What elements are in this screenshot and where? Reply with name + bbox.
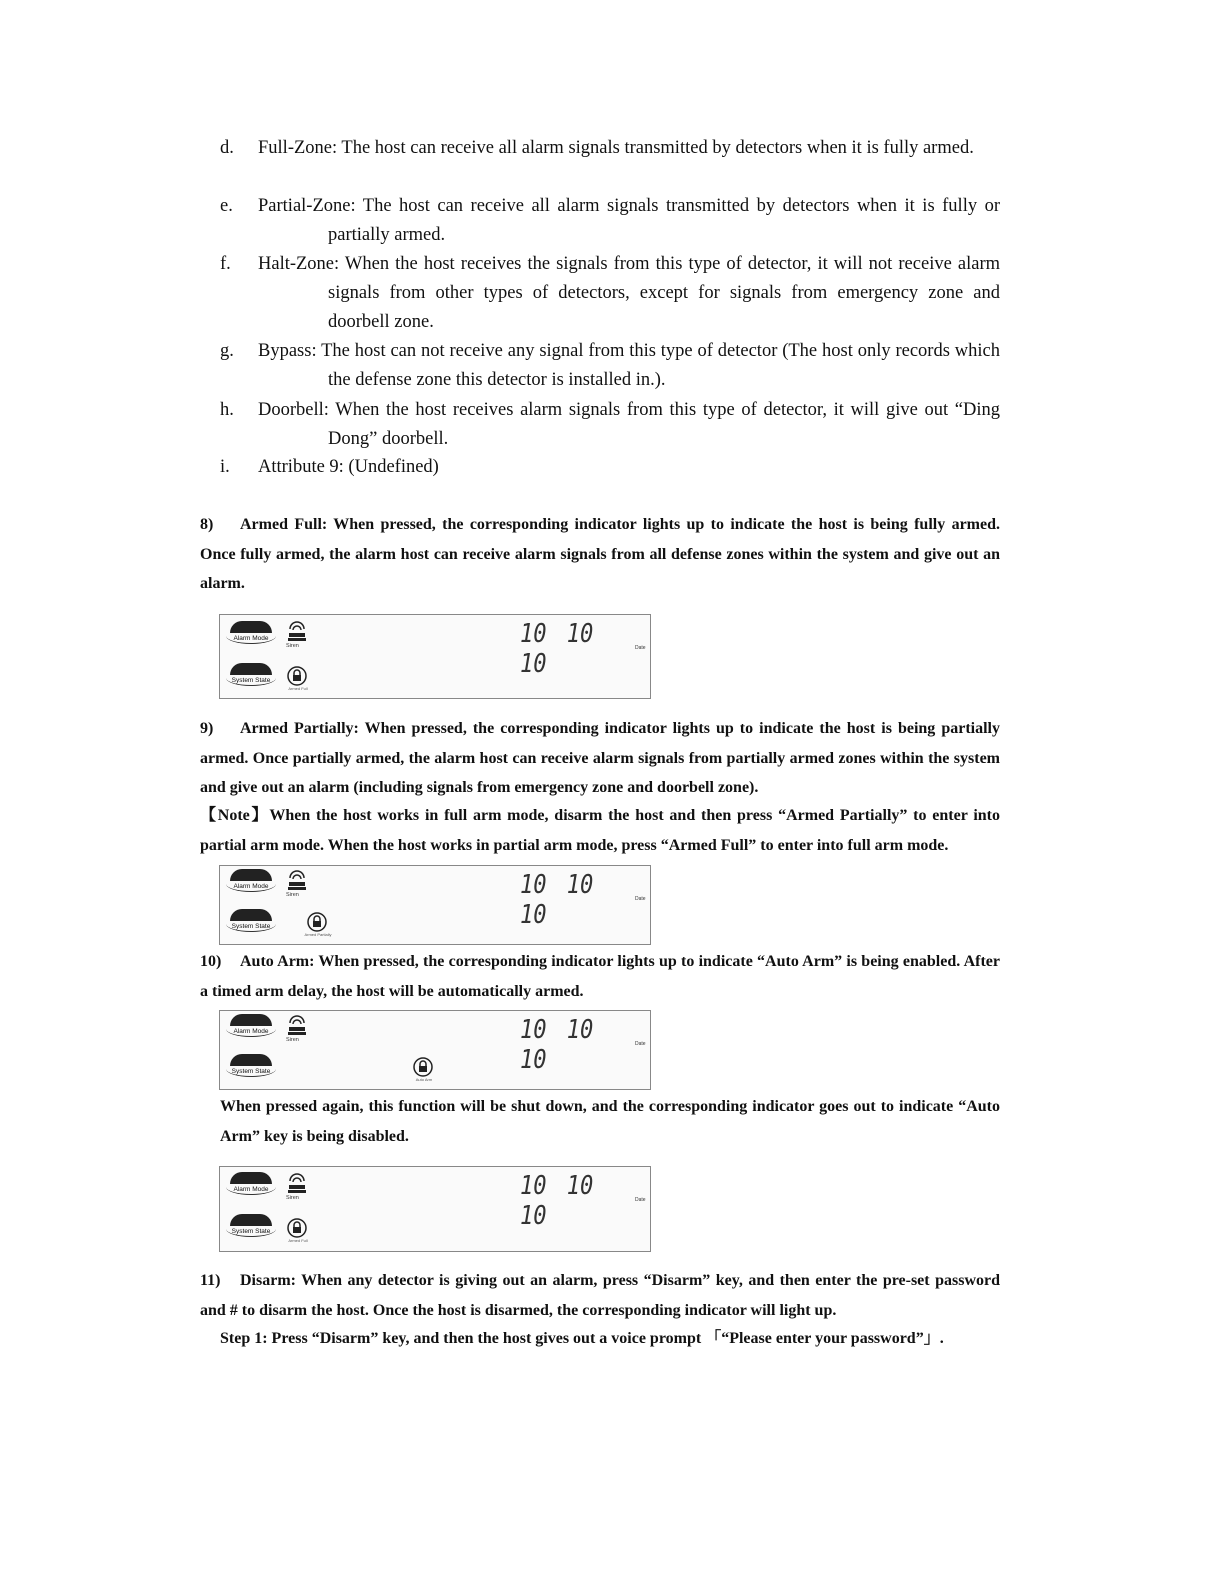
date-label: Date bbox=[635, 1041, 646, 1047]
list-text: Bypass: The host can not receive any signal from this type of detector (The host only records which the defense zone this detector is installed in.). bbox=[258, 341, 1000, 390]
section-number: 10) bbox=[200, 953, 222, 970]
list-item-attribute-9 bbox=[220, 453, 1000, 482]
alarm-mode-button: Alarm Mode bbox=[226, 869, 276, 899]
auto-arm-off-paragraph: When pressed again, this function will be shut down, and the corresponding indicator goes out to indicate “Auto Arm” key is being disabled. bbox=[220, 1098, 1000, 1145]
note-paragraph: 【Note】When the host works in full arm mode, disarm the host and then press “Armed Partially” to enter into partial arm mode. When the host works in partial arm mode, press “Armed Full” to enter into full arm mode. bbox=[200, 807, 1000, 854]
lock-icon: Armed Partially bbox=[306, 911, 330, 939]
system-state-button: System State bbox=[226, 663, 276, 693]
time-display: 10 10 10 bbox=[520, 1171, 594, 1231]
alarm-mode-button: Alarm Mode bbox=[226, 1172, 276, 1202]
lock-icon: Auto Arm bbox=[412, 1056, 436, 1084]
section-number: 9) bbox=[200, 720, 214, 737]
system-state-button: System State bbox=[226, 909, 276, 939]
section-number: 11) bbox=[200, 1272, 221, 1289]
lcd-panel-armed-partially bbox=[219, 865, 651, 945]
section-text: Armed Partially: When pressed, the corresponding indicator lights up to indicate the host is being partially armed. Once partially armed, the alarm host can receive alarm signals from partially armed zones within the system and give out an alarm (including signals from emergency zone and doorbell zone). bbox=[200, 720, 1000, 796]
section-auto-arm bbox=[200, 947, 1000, 1006]
list-marker: e. bbox=[220, 196, 233, 216]
siren-icon: Siren bbox=[286, 621, 308, 651]
time-display: 10 10 10 bbox=[520, 1015, 594, 1075]
system-state-button: System State bbox=[226, 1214, 276, 1244]
list-marker: g. bbox=[220, 341, 234, 361]
siren-icon: Siren bbox=[286, 1015, 308, 1045]
list-item-doorbell bbox=[220, 396, 1000, 454]
step-1: Step 1: Press “Disarm” key, and then the host gives out a voice prompt 「“Please enter your password”」. bbox=[220, 1330, 944, 1347]
lcd-panel-auto-arm-off bbox=[219, 1166, 651, 1252]
system-state-button: System State bbox=[226, 1054, 276, 1084]
section-armed-partially bbox=[200, 714, 1000, 803]
time-display: 10 10 10 bbox=[520, 619, 594, 679]
list-text: Partial-Zone: The host can receive all alarm signals transmitted by detectors when it is fully or partially armed. bbox=[258, 196, 1000, 245]
lock-icon: Armed Full bbox=[286, 1217, 310, 1245]
list-marker: i. bbox=[220, 457, 230, 477]
list-item-partial-zone bbox=[220, 192, 1000, 250]
list-marker: f. bbox=[220, 254, 231, 274]
section-armed-full bbox=[200, 510, 1000, 599]
list-text: Doorbell: When the host receives alarm signals from this type of detector, it will give out “Ding Dong” doorbell. bbox=[258, 400, 1000, 449]
siren-icon: Siren bbox=[286, 1173, 308, 1203]
alarm-mode-button: Alarm Mode bbox=[226, 1014, 276, 1044]
lcd-panel-auto-arm-on bbox=[219, 1010, 651, 1090]
list-marker: h. bbox=[220, 400, 234, 420]
date-label: Date bbox=[635, 1197, 646, 1203]
time-display: 10 10 10 bbox=[520, 870, 594, 930]
lcd-panel-armed-full bbox=[219, 614, 651, 699]
section-number: 8) bbox=[200, 516, 214, 533]
list-item-halt-zone bbox=[220, 250, 1000, 337]
lock-icon: Armed Full bbox=[286, 665, 310, 693]
list-item-bypass bbox=[220, 337, 1000, 395]
date-label: Date bbox=[635, 896, 646, 902]
section-text: Armed Full: When pressed, the corresponding indicator lights up to indicate the host is being fully armed. Once fully armed, the alarm host can receive alarm signals from all defense zones within the system and give out an alarm. bbox=[200, 516, 1000, 592]
list-text: Full-Zone: The host can receive all alarm signals transmitted by detectors when it is fully armed. bbox=[258, 138, 974, 158]
section-text: Disarm: When any detector is giving out an alarm, press “Disarm” key, and then enter the pre-set password and # to disarm the host. Once the host is disarmed, the corresponding indicator will light up. bbox=[200, 1272, 1000, 1319]
list-marker: d. bbox=[220, 138, 234, 158]
section-text: Auto Arm: When pressed, the corresponding indicator lights up to indicate “Auto Arm” is being enabled. After a timed arm delay, the host will be automatically armed. bbox=[200, 953, 1000, 1000]
list-text: Halt-Zone: When the host receives the signals from this type of detector, it will not receive alarm signals from other types of detectors, except for signals from emergency zone and doorbell zone. bbox=[258, 254, 1000, 332]
siren-icon: Siren bbox=[286, 870, 308, 900]
date-label: Date bbox=[635, 645, 646, 651]
list-item-full-zone bbox=[220, 134, 1000, 163]
list-text: Attribute 9: (Undefined) bbox=[258, 457, 439, 477]
section-disarm bbox=[200, 1266, 1000, 1325]
alarm-mode-button: Alarm Mode bbox=[226, 621, 276, 651]
